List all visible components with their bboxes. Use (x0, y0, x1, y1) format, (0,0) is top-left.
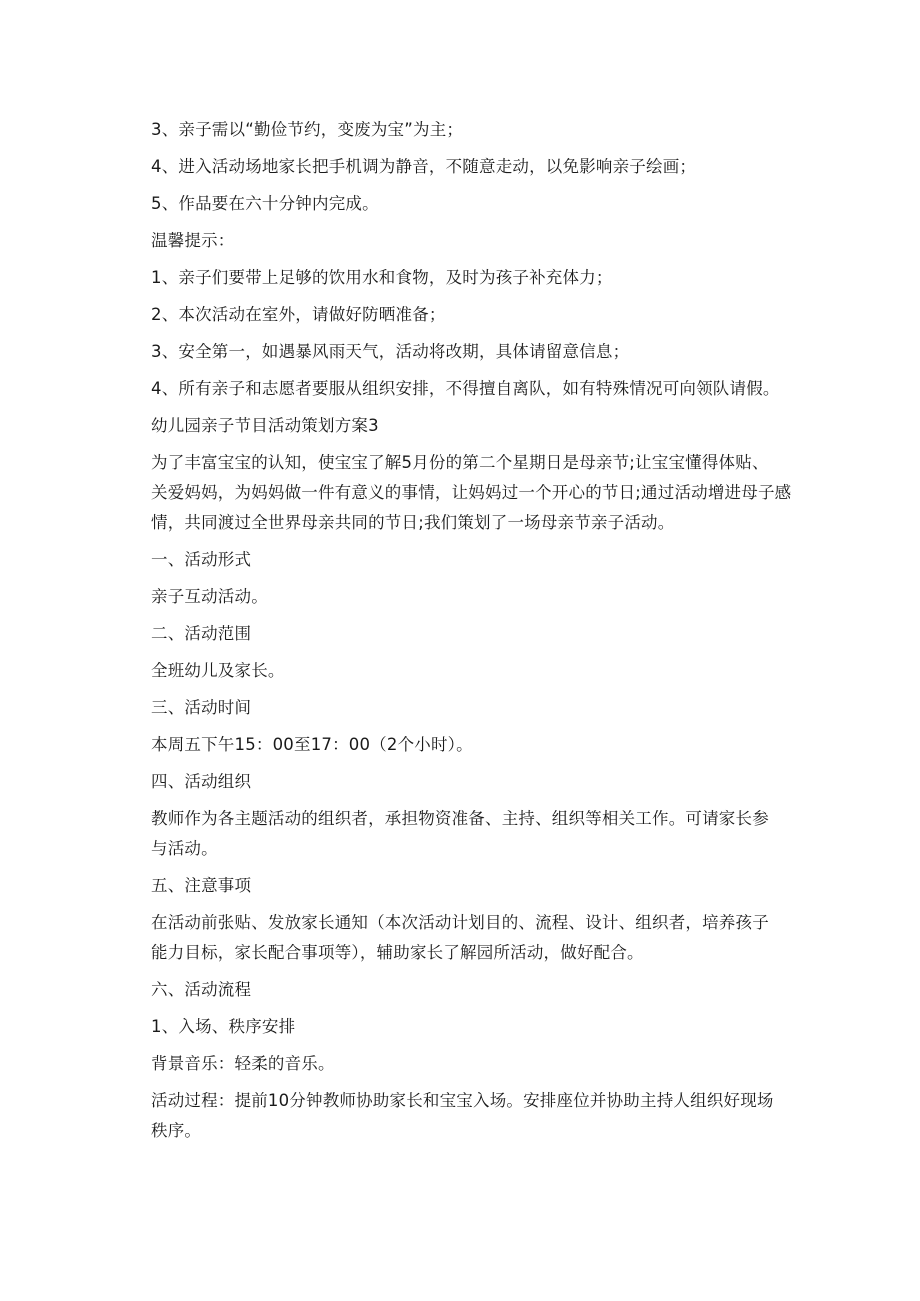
paragraph-gap (151, 901, 791, 908)
document-body (151, 115, 791, 1146)
paragraph (151, 374, 791, 404)
paragraph (151, 582, 791, 612)
text-line: 关爱妈妈，为妈妈做一件有意义的事情，让妈妈过一个开心的节日;通过活动增进母子感 (151, 483, 792, 502)
text-line: 亲子互动活动。 (151, 587, 268, 606)
paragraph-gap (151, 404, 791, 411)
text-line: 四、活动组织 (151, 772, 252, 791)
paragraph-gap (151, 1079, 791, 1086)
paragraph-gap (151, 182, 791, 189)
paragraph (151, 152, 791, 182)
paragraph (151, 619, 791, 649)
text-line: 情，共同渡过全世界母亲共同的节日;我们策划了一场母亲节亲子活动。 (151, 513, 675, 532)
paragraph (151, 1049, 791, 1079)
paragraph (151, 693, 791, 723)
paragraph-gap (151, 330, 791, 337)
paragraph (151, 1012, 791, 1042)
text-line: 秩序。 (151, 1121, 202, 1140)
paragraph (151, 871, 791, 901)
paragraph-gap (151, 367, 791, 374)
paragraph-gap (151, 256, 791, 263)
text-line: 三、活动时间 (151, 698, 252, 717)
paragraph (151, 448, 791, 538)
text-line: 五、注意事项 (151, 876, 252, 895)
text-line: 在活动前张贴、发放家长通知（本次活动计划目的、流程、设计、组织者，培养孩子 (151, 913, 769, 932)
paragraph (151, 189, 791, 219)
text-line: 1、入场、秩序安排 (151, 1017, 296, 1036)
text-line: 二、活动范围 (151, 624, 252, 643)
paragraph (151, 656, 791, 686)
paragraph-gap (151, 145, 791, 152)
paragraph-gap (151, 441, 791, 448)
paragraph-gap (151, 968, 791, 975)
text-line: 4、进入活动场地家长把手机调为静音，不随意走动，以免影响亲子绘画； (151, 157, 697, 176)
paragraph-gap (151, 864, 791, 871)
paragraph-gap (151, 760, 791, 767)
text-line: 活动过程：提前10分钟教师协助家长和宝宝入场。安排座位并协助主持人组织好现场 (151, 1091, 774, 1110)
paragraph (151, 300, 791, 330)
text-line: 与活动。 (151, 839, 218, 858)
paragraph (151, 908, 791, 968)
text-line: 1、亲子们要带上足够的饮用水和食物，及时为孩子补充体力； (151, 268, 613, 287)
paragraph (151, 975, 791, 1005)
paragraph (151, 767, 791, 797)
paragraph-gap (151, 219, 791, 226)
paragraph (151, 730, 791, 760)
text-line: 3、亲子需以“勤俭节约，变废为宝”为主； (151, 120, 464, 139)
text-line: 本周五下午15：00至17：00（2个小时）。 (151, 735, 473, 754)
paragraph (151, 411, 791, 441)
paragraph (151, 263, 791, 293)
paragraph-gap (151, 723, 791, 730)
text-line: 2、本次活动在室外，请做好防晒准备； (151, 305, 446, 324)
text-line: 教师作为各主题活动的组织者，承担物资准备、主持、组织等相关工作。可请家长参 (151, 809, 769, 828)
paragraph-gap (151, 575, 791, 582)
paragraph-gap (151, 1005, 791, 1012)
paragraph (151, 337, 791, 367)
text-line: 能力目标，家长配合事项等），辅助家长了解园所活动，做好配合。 (151, 943, 644, 962)
text-line: 5、作品要在六十分钟内完成。 (151, 194, 379, 213)
paragraph (151, 115, 791, 145)
paragraph-gap (151, 797, 791, 804)
text-line: 全班幼儿及家长。 (151, 661, 285, 680)
paragraph-gap (151, 686, 791, 693)
text-line: 温馨提示： (151, 231, 235, 250)
text-line: 背景音乐：轻柔的音乐。 (151, 1054, 335, 1073)
paragraph-gap (151, 649, 791, 656)
paragraph (151, 804, 791, 864)
paragraph-gap (151, 1042, 791, 1049)
paragraph (151, 226, 791, 256)
paragraph-gap (151, 538, 791, 545)
text-line: 为了丰富宝宝的认知，使宝宝了解5月份的第二个星期日是母亲节;让宝宝懂得体贴、 (151, 453, 769, 472)
paragraph (151, 545, 791, 575)
paragraph-gap (151, 612, 791, 619)
paragraph-gap (151, 293, 791, 300)
text-line: 六、活动流程 (151, 980, 252, 999)
text-line: 3、安全第一，如遇暴风雨天气，活动将改期，具体请留意信息； (151, 342, 630, 361)
text-line: 4、所有亲子和志愿者要服从组织安排，不得擅自离队，如有特殊情况可向领队请假。 (151, 379, 780, 398)
paragraph (151, 1086, 791, 1146)
text-line: 幼儿园亲子节目活动策划方案3 (151, 416, 379, 435)
text-line: 一、活动形式 (151, 550, 252, 569)
